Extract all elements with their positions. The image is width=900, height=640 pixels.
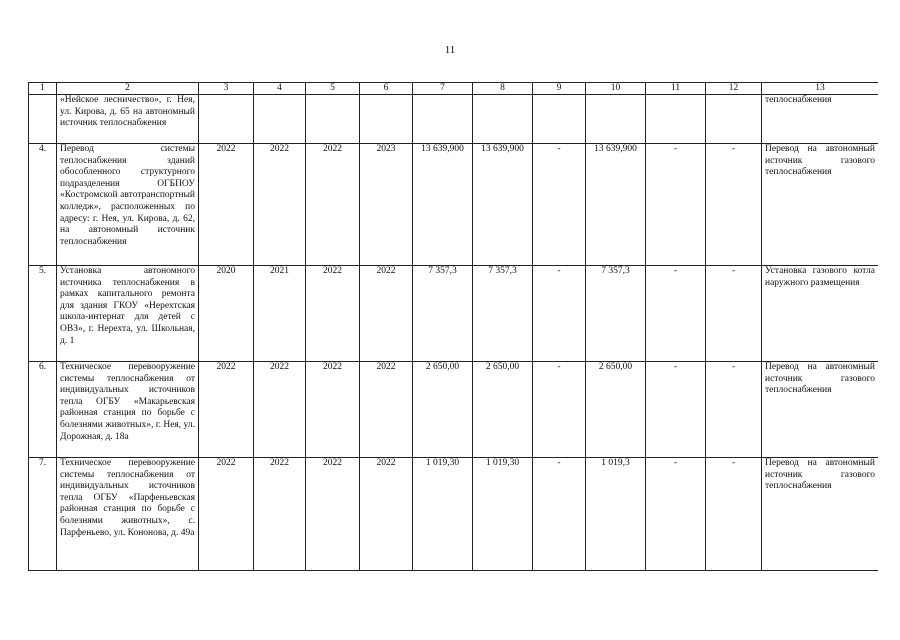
table-row <box>29 95 879 144</box>
cell-col11: - <box>646 362 706 458</box>
column-header: 12 <box>706 83 762 95</box>
measure-note: теплоснабжения <box>762 95 879 144</box>
column-header: 5 <box>306 83 360 95</box>
cell-col9: - <box>533 266 586 362</box>
cell-col5: 2022 <box>306 144 360 266</box>
column-header: 3 <box>199 83 254 95</box>
table-row <box>29 362 879 458</box>
cell-col8: 2 650,00 <box>473 362 533 458</box>
cell-col5: 2022 <box>306 362 360 458</box>
table-row <box>29 266 879 362</box>
cell-col6: 2022 <box>360 266 413 362</box>
cell-col10: 2 650,00 <box>586 362 646 458</box>
row-number: 6. <box>29 362 57 458</box>
column-header: 11 <box>646 83 706 95</box>
column-header: 4 <box>254 83 306 95</box>
cell-col4: 2021 <box>254 266 306 362</box>
cell-col6: 2022 <box>360 362 413 458</box>
measure-name: Перевод системы теплоснабжения зданий обособленного структурного подразделения ОГБПОУ «Костромской автотранспортный колледж», расположенных по адресу: г. Нея, ул. Кирова, д. 62, на автономный источник теплоснабжения <box>57 144 199 266</box>
row-number: 7. <box>29 458 57 571</box>
table-row <box>29 458 879 571</box>
cell-col11: - <box>646 458 706 571</box>
measure-name: Установка автономного источника теплоснабжения в рамках капитального ремонта для здания ГКОУ «Нерехтская школа-интернат для детей с ОВЗ», г. Нерехта, ул. Школьная, д. 1 <box>57 266 199 362</box>
cell-col8 <box>473 95 533 144</box>
measure-name: «Нейское лесничество», г. Нея, ул. Кирова, д. 65 на автономный источник теплоснабжения <box>57 95 199 144</box>
cell-col7 <box>413 95 473 144</box>
cell-col8: 1 019,30 <box>473 458 533 571</box>
cell-col10: 7 357,3 <box>586 266 646 362</box>
cell-col4 <box>254 95 306 144</box>
cell-col10: 13 639,900 <box>586 144 646 266</box>
cell-col11 <box>646 95 706 144</box>
cell-col3: 2020 <box>199 266 254 362</box>
column-header: 10 <box>586 83 646 95</box>
page-number: 11 <box>444 44 456 56</box>
column-header: 7 <box>413 83 473 95</box>
cell-col3: 2022 <box>199 362 254 458</box>
cell-col6 <box>360 95 413 144</box>
measure-note: Перевод на автономный источник газового теплоснабжения <box>762 362 879 458</box>
cell-col5: 2022 <box>306 266 360 362</box>
measure-note: Перевод на автономный источник газового теплоснабжения <box>762 144 879 266</box>
table-row <box>29 144 879 266</box>
measure-name: Техническое перевооружение системы теплоснабжения от индивидуальных источников тепла ОГБУ «Парфеньевская районная станция по борьбе с болезнями животных», с. Парфеньево, ул. Кононова, д. 49а <box>57 458 199 571</box>
cell-col3 <box>199 95 254 144</box>
cell-col3: 2022 <box>199 458 254 571</box>
cell-col9: - <box>533 362 586 458</box>
cell-col8: 13 639,900 <box>473 144 533 266</box>
cell-col10 <box>586 95 646 144</box>
cell-col6: 2022 <box>360 458 413 571</box>
cell-col8: 7 357,3 <box>473 266 533 362</box>
cell-col12: - <box>706 266 762 362</box>
measure-note: Перевод на автономный источник газового теплоснабжения <box>762 458 879 571</box>
row-number: 4. <box>29 144 57 266</box>
cell-col12: - <box>706 458 762 571</box>
row-number: 5. <box>29 266 57 362</box>
column-header: 2 <box>57 83 199 95</box>
table-container <box>28 82 878 576</box>
header-row <box>29 83 879 95</box>
cell-col4: 2022 <box>254 144 306 266</box>
column-header: 9 <box>533 83 586 95</box>
cell-col4: 2022 <box>254 458 306 571</box>
cell-col11: - <box>646 266 706 362</box>
column-header: 6 <box>360 83 413 95</box>
cell-col9 <box>533 95 586 144</box>
measure-name: Техническое перевооружение системы теплоснабжения от индивидуальных источников тепла ОГБУ «Макарьевская районная станция по борьбе с болезнями животных», г. Нея, ул. Дорожная, д. 18а <box>57 362 199 458</box>
cell-col5 <box>306 95 360 144</box>
cell-col4: 2022 <box>254 362 306 458</box>
cell-col7: 1 019,30 <box>413 458 473 571</box>
cell-col7: 13 639,900 <box>413 144 473 266</box>
cell-col11: - <box>646 144 706 266</box>
column-header: 8 <box>473 83 533 95</box>
cell-col3: 2022 <box>199 144 254 266</box>
column-header: 13 <box>762 83 879 95</box>
cell-col7: 2 650,00 <box>413 362 473 458</box>
cell-col6: 2023 <box>360 144 413 266</box>
measure-note: Установка газового котла наружного размещения <box>762 266 879 362</box>
data-table <box>28 82 878 571</box>
cell-col9: - <box>533 458 586 571</box>
column-header: 1 <box>29 83 57 95</box>
row-number <box>29 95 57 144</box>
cell-col5: 2022 <box>306 458 360 571</box>
cell-col9: - <box>533 144 586 266</box>
cell-col12: - <box>706 362 762 458</box>
cell-col12 <box>706 95 762 144</box>
cell-col7: 7 357,3 <box>413 266 473 362</box>
cell-col10: 1 019,3 <box>586 458 646 571</box>
cell-col12: - <box>706 144 762 266</box>
